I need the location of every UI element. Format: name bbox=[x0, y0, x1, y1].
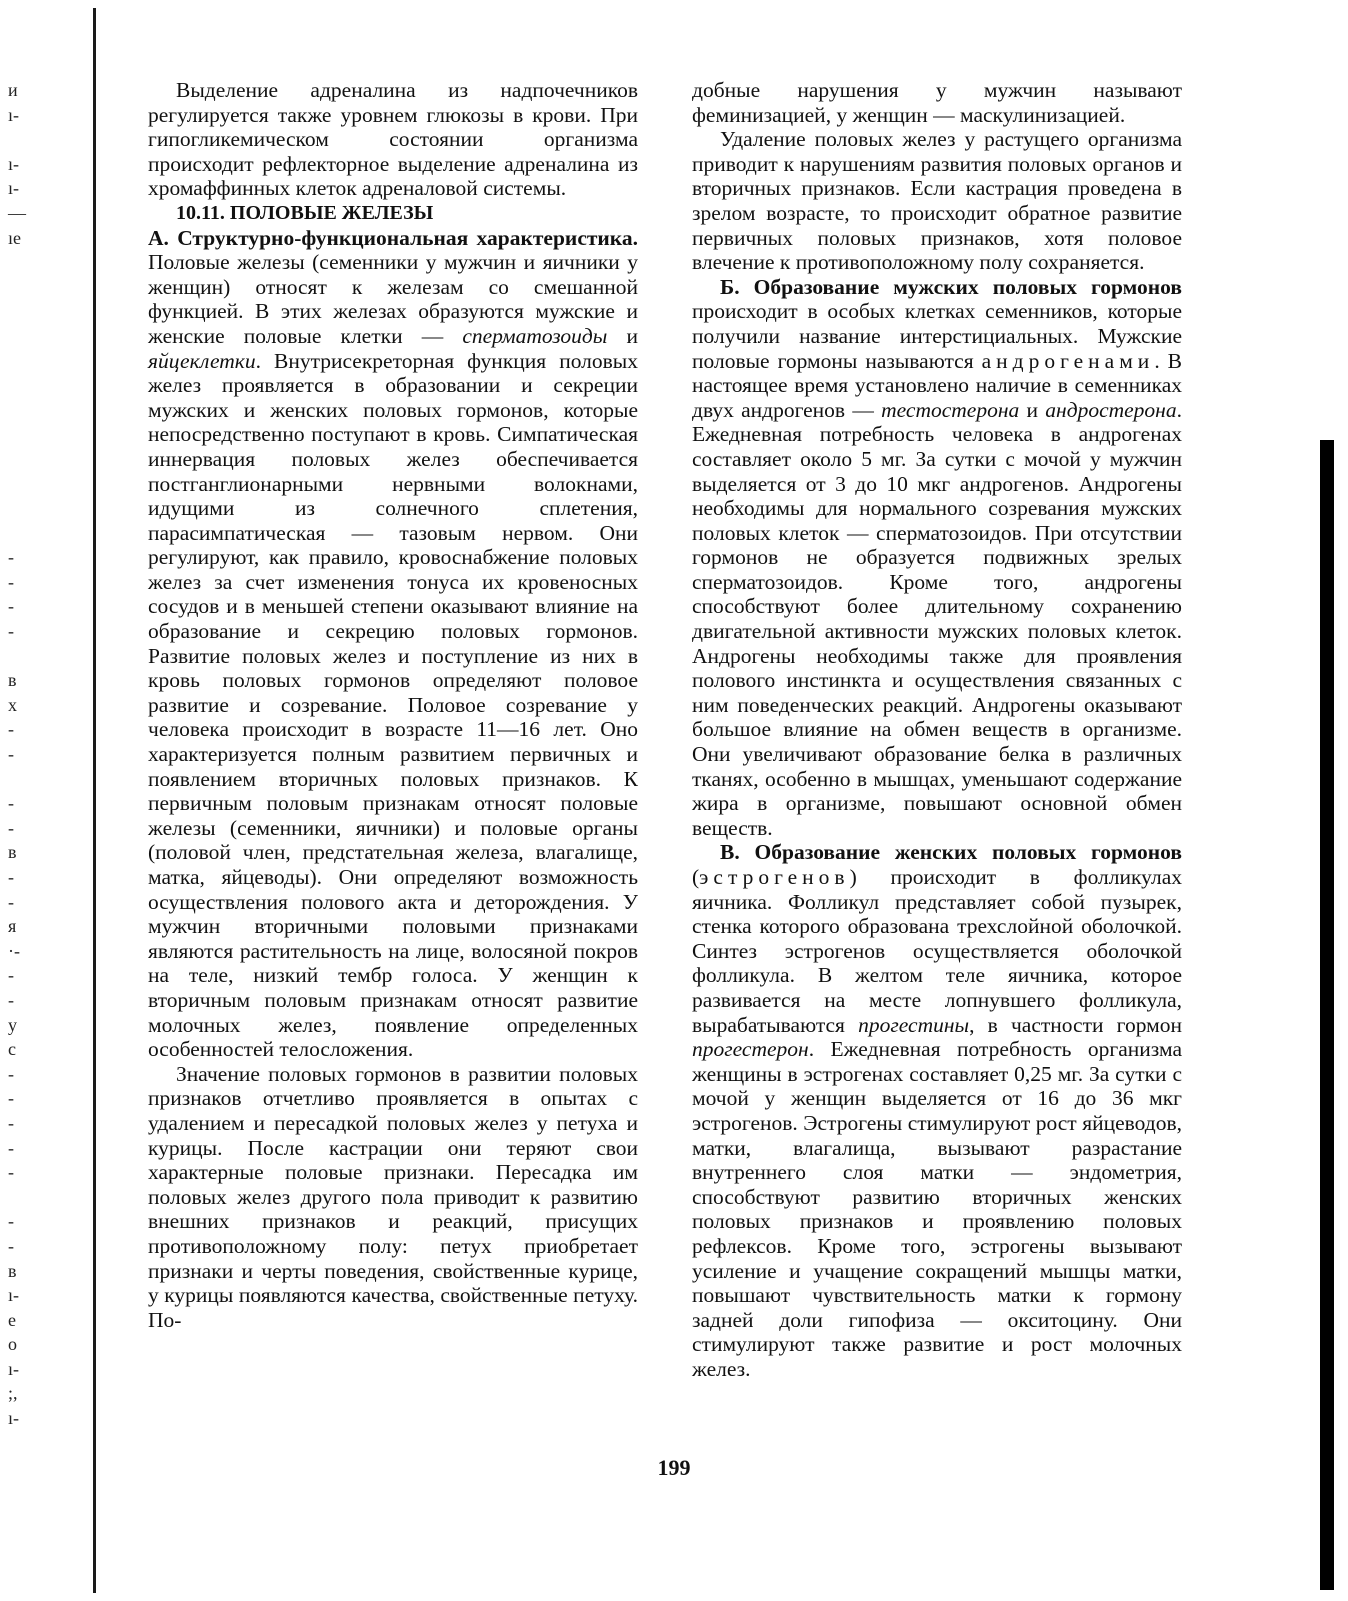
subsection-lead: А. Структурно-функциональная характеристика. bbox=[148, 225, 638, 250]
term-spermatozoa: сперматозоиды bbox=[462, 323, 608, 348]
margin-fragment bbox=[0, 644, 40, 669]
margin-fragment: ı- bbox=[8, 153, 19, 174]
margin-fragment: ıe bbox=[8, 227, 21, 248]
margin-fragment: - bbox=[8, 571, 14, 592]
margin-fragment: - bbox=[8, 1211, 14, 1232]
margin-fragment: с bbox=[8, 1039, 16, 1060]
margin-fragment bbox=[0, 398, 40, 423]
text-run: . Внутрисекреторная функция половых желез проявляется в образовании и секреции мужских и женских половых гормонов, которые непосредственно поступают в кровь. Симпатическая иннервация половых желез обеспечивается постганглионарными нервными волокнами, идущими из солнечного сплетения, парасимпатическая — тазовым нервом. Они регулируют, как правило, кровоснабжение половых желез за счет изменения тонуса их кровеносных сосудов и в меньшей степени оказывают влияние на образование и секрецию половых гормонов. Развитие половых желез и поступление из них в кровь половых гормонов определяют половое развитие и созревание. Половое созревание у человека происходит в возрасте 11—16 лет. Оно характеризуется полным развитием первичных и появлением вторичных половых признаков. К первичным половым признакам относят половые железы (семенники, яичники) и половые органы (половой член, предстательная железа, влагалище, матка, яйцеводы). Они определяют возможность осуществления полового акта и деторождения. У мужчин вторичными половыми признаками являются растительность на лице, волосяной покров на теле, низкий тембр голоса. У женщин к вторичным половым признакам относят развитие молочных желез, появление определенных особенностей телосложения. bbox=[148, 348, 638, 1062]
subsection-lead: В. Образование женских половых гормонов bbox=[720, 840, 1182, 865]
margin-fragment: у bbox=[8, 1014, 17, 1035]
term-estrogens: эстрогенов bbox=[699, 865, 850, 889]
paragraph-female-hormones bbox=[692, 840, 1182, 1381]
margin-fragment: в bbox=[8, 842, 17, 863]
margin-fragment: - bbox=[8, 596, 14, 617]
text-run: Половые железы (семенники у мужчин и яичники у женщин) относят к железам со смешанной функцией. В этих железах образуются мужские и женские половые клетки — bbox=[148, 250, 638, 348]
text-run: . Ежедневная потребность человека в андрогенах составляет около 5 мг. За сутки с мочой у мужчин выделяется от 3 до 10 мкг андрогенов. Андрогены необходимы для нормального созревания мужских половых клеток — сперматозоидов. При отсутствии гормонов не образуется подвижных зрелых сперматозоидов. Кроме того, андрогены способствуют более длительному сохранению двигательной активности мужских половых клеток. Андрогены необходимы также для проявления полового инстинкта и осуществления связанных с ним поведенческих реакций. Андрогены оказывают большое влияние на обмен веществ в организме. Они увеличивают образование белка в различных тканях, особенно в мышцах, уменьшают содержание жира в организме, повышают основной обмен веществ. bbox=[692, 397, 1182, 840]
margin-fragment: - bbox=[8, 547, 14, 568]
text-run: и bbox=[1019, 397, 1046, 422]
margin-fragment: ı- bbox=[8, 1285, 19, 1306]
paragraph-continuation: добные нарушения у мужчин называют феминизацией, у женщин — маскулинизацией. bbox=[692, 78, 1182, 127]
margin-fragment: - bbox=[8, 1088, 14, 1109]
margin-fragment bbox=[0, 299, 40, 324]
margin-fragment bbox=[0, 521, 40, 546]
text-run: ( bbox=[692, 865, 700, 889]
margin-fragment bbox=[0, 422, 40, 447]
margin-fragment: ı- bbox=[8, 178, 19, 199]
margin-fragment: - bbox=[8, 891, 14, 912]
text-run: и bbox=[607, 323, 638, 348]
term-ova: яйцеклетки bbox=[148, 348, 256, 373]
margin-fragment bbox=[0, 472, 40, 497]
margin-fragment: - bbox=[8, 744, 14, 765]
margin-fragment bbox=[0, 349, 40, 374]
margin-fragment bbox=[0, 496, 40, 521]
text-run: . Ежедневная потребность организма женщины в эстрогенах составляет 0,25 мг. За сутки с мочой у женщин выделяется от 16 до 36 мкг эстрогенов. Эстрогены стимулируют рост яйцеводов, матки, влагалища, вызывают разрастание внутреннего слоя матки — эндометрия, способствуют развитию вторичных женских половых признаков и проявлению половых рефлексов. Кроме того, эстрогены вызывают усиление и учащение сокращений мышцы матки, повышают чувствительность матки к гормону задней доли гипофиза — окситоцину. Они стимулируют также развитие и рост молочных желез. bbox=[692, 1037, 1182, 1381]
margin-fragment bbox=[0, 767, 40, 792]
margin-fragment: ı- bbox=[8, 1408, 19, 1429]
left-column bbox=[148, 78, 638, 1332]
margin-fragment: и bbox=[8, 80, 18, 100]
paragraph-adrenaline: Выделение адреналина из надпочечников регулируется также уровнем глюкозы в крови. При гипогликемическом состоянии организма происходит рефлекторное выделение адреналина из хромаффинных клеток адреналовой системы. bbox=[148, 78, 638, 201]
subsection-lead: Б. Образование мужских половых гормонов bbox=[720, 274, 1182, 299]
margin-fragment: ;, bbox=[8, 1383, 18, 1404]
margin-fragment bbox=[0, 373, 40, 398]
term-androsterone: андростерона bbox=[1045, 397, 1177, 422]
margin-fragment: - bbox=[8, 621, 14, 642]
margin-fragment bbox=[0, 275, 40, 300]
margin-fragment: ı- bbox=[8, 1358, 19, 1379]
term-testosterone: тестостерона bbox=[881, 397, 1020, 422]
paragraph-castration: Удаление половых желез у растущего организма приводит к нарушениям развития половых органов и вторичных признаков. Если кастрация проведена в зрелом возрасте, то происходит обратное развитие первичных половых признаков, хотя половое влечение к противоположному полу сохраняется. bbox=[692, 127, 1182, 275]
margin-fragment: - bbox=[8, 1162, 14, 1183]
margin-fragment: - bbox=[8, 1063, 14, 1084]
margin-fragment: - bbox=[8, 793, 14, 814]
margin-fragment bbox=[0, 127, 40, 152]
margin-fragment: - bbox=[8, 1112, 14, 1133]
paragraph-structure-function bbox=[148, 226, 638, 1062]
margin-fragment: - bbox=[8, 867, 14, 887]
section-heading: 10.11. ПОЛОВЫЕ ЖЕЛЕЗЫ bbox=[176, 201, 434, 224]
margin-fragment: е bbox=[8, 1309, 16, 1330]
margin-fragment: о bbox=[8, 1334, 17, 1355]
margin-fragment: в bbox=[8, 670, 17, 691]
margin-fragment bbox=[0, 250, 40, 275]
margin-fragment: х bbox=[8, 694, 17, 715]
text-run: ) происходит в фолликулах яичника. Фолликул представляет собой пузырек, стенка которого образована трехслойной оболочкой. Синтез эстрогенов осуществляется оболочкой фолликула. В желтом теле яичника, которое развивается на месте лопнувшего фолликула, вырабатываются bbox=[692, 865, 1182, 1037]
paragraph-male-hormones bbox=[692, 275, 1182, 841]
binding-edge-line bbox=[93, 8, 96, 1593]
margin-fragment: ı- bbox=[8, 104, 19, 125]
margin-fragment: - bbox=[8, 817, 14, 838]
term-progesterone: прогестерон bbox=[692, 1037, 809, 1062]
scan-edge-shadow bbox=[1320, 440, 1334, 1590]
previous-page-margin-fragments bbox=[0, 78, 40, 1431]
margin-fragment: я bbox=[8, 916, 17, 937]
margin-fragment: - bbox=[8, 965, 14, 986]
page-number: 199 bbox=[657, 1455, 691, 1480]
text-run: . В настоящее время установлено наличие в семенниках двух андрогенов — bbox=[692, 348, 1183, 422]
margin-fragment: — bbox=[8, 202, 26, 223]
term-progestins: прогестины bbox=[858, 1012, 970, 1037]
margin-fragment bbox=[0, 447, 40, 472]
text-run: происходит в особых клетках семенников, которые получили название интерстициальных. Мужские половые гормоны называются bbox=[692, 299, 1182, 373]
margin-fragment: в bbox=[8, 1260, 17, 1281]
right-column bbox=[692, 78, 1182, 1381]
margin-fragment: - bbox=[8, 989, 14, 1010]
margin-fragment bbox=[0, 1185, 40, 1210]
margin-fragment: - bbox=[8, 719, 14, 740]
margin-fragment: - bbox=[8, 1235, 14, 1256]
paragraph-hormone-significance: Значение половых гормонов в развитии половых признаков отчетливо проявляется в опытах с удалением и пересадкой половых желез у петуха и курицы. После кастрации они теряют свои характерные половые признаки. Пересадка им половых желез другого пола приводит к развитию внешних признаков и реакций, присущих противоположному полу: петух приобретает признаки и черты поведения, свойственные курице, у курицы появляются качества, свойственные петуху. По- bbox=[148, 1061, 638, 1332]
term-androgens: андрогенами bbox=[981, 348, 1155, 373]
margin-fragment bbox=[0, 324, 40, 349]
text-run: , в частности гормон bbox=[969, 1012, 1182, 1037]
margin-fragment: ·- bbox=[8, 940, 20, 961]
margin-fragment: - bbox=[8, 1137, 14, 1158]
